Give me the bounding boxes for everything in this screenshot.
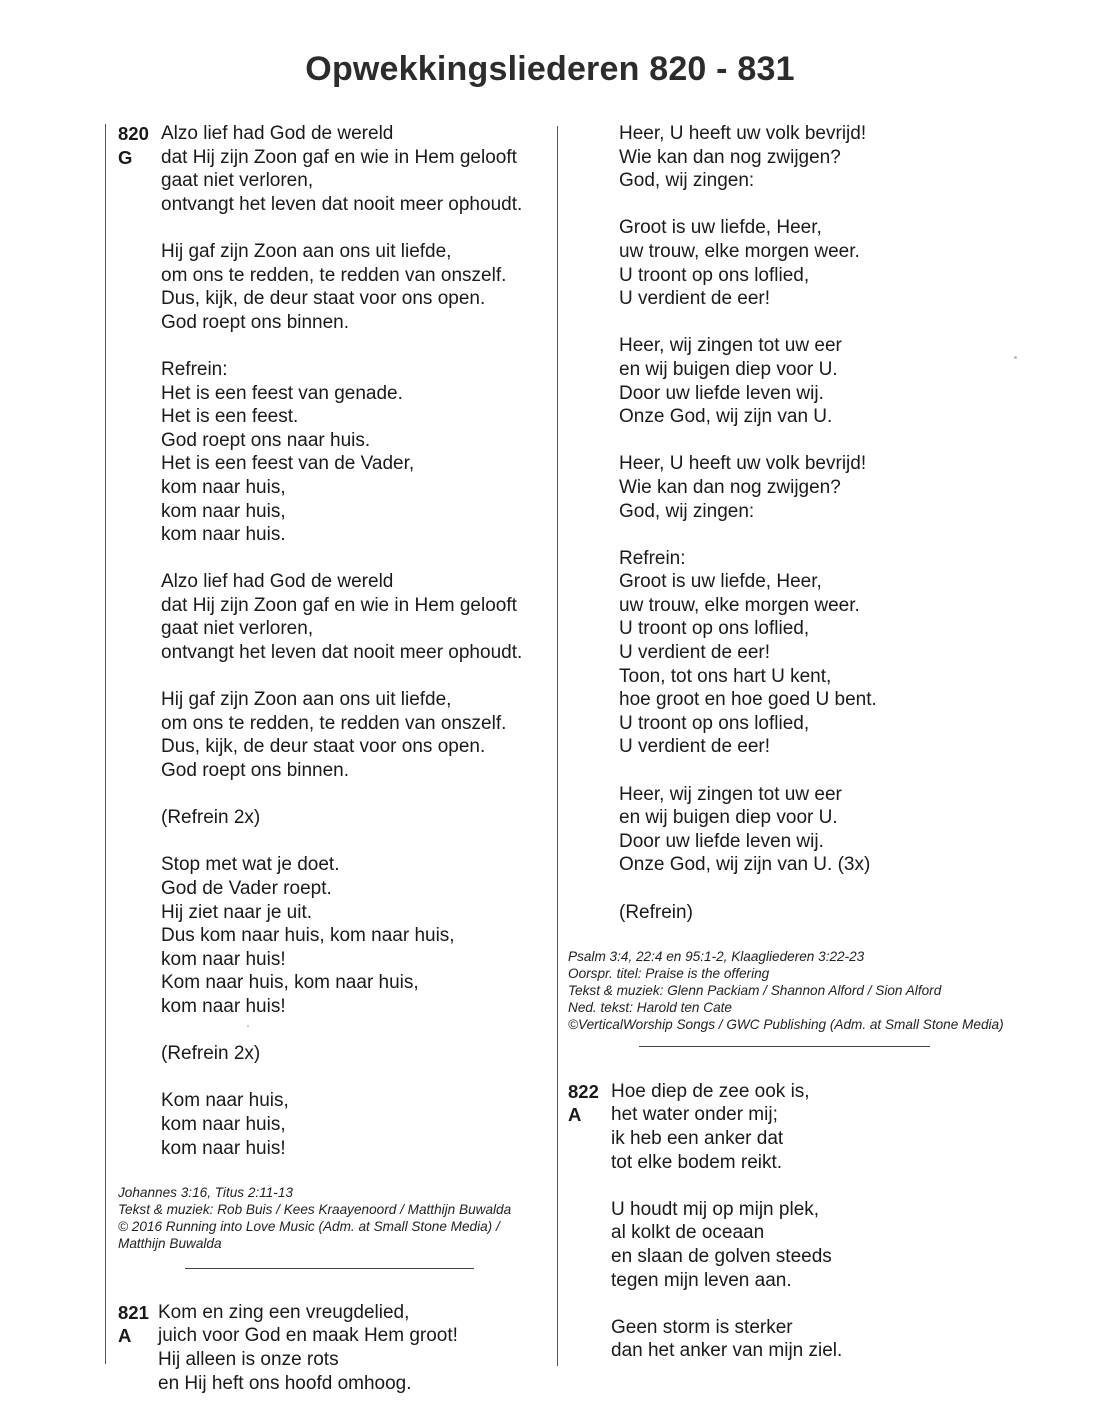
song-821-lyrics-start (158, 1301, 558, 1395)
stanza (619, 452, 1038, 523)
lyric-line: uw trouw, elke morgen weer. (619, 594, 860, 616)
stanza (161, 122, 558, 216)
stanza (161, 570, 558, 664)
lyric-line: Dus, kijk, de deur staat voor ons open. (161, 288, 486, 310)
lyric-line: U houdt mij op mijn plek, (611, 1198, 820, 1220)
lyric-line: tot elke bodem reikt. (611, 1151, 783, 1173)
lyric-line: Stop met wat je doet. (161, 854, 340, 876)
lyric-line: kom naar huis, (161, 1113, 286, 1135)
lyric-line: Alzo lief had God de wereld (161, 123, 394, 144)
lyric-line: (Refrein) (619, 901, 693, 923)
song-number: 821 (118, 1301, 149, 1323)
lyric-line: Het is een feest van de Vader, (161, 453, 415, 475)
lyric-line: ontvangt het leven dat nooit meer ophoudt. (161, 193, 523, 215)
lyric-line: ontvangt het leven dat nooit meer ophoudt. (161, 642, 523, 664)
lyric-line: Onze God, wij zijn van U. (3x) (619, 854, 871, 876)
song-821 (118, 1301, 558, 1395)
lyric-line: om ons te redden, te redden van onszelf. (161, 712, 507, 734)
lyric-line: Dus kom naar huis, kom naar huis, (161, 925, 455, 947)
lyric-line: Door uw liefde leven wij. (619, 382, 824, 404)
stanza (619, 122, 1038, 193)
column-rule-left (105, 124, 106, 1364)
lyric-line: Toon, tot ons hart U kent, (619, 665, 832, 687)
song-number: 822 (568, 1080, 599, 1102)
lyric-line: om ons te redden, te redden van onszelf. (161, 264, 507, 286)
song-key: G (118, 146, 133, 168)
song-821-credits: Psalm 3:4, 22:4 en 95:1-2, Klaagliederen 3:22-23 Oorspr. titel: Praise is the offering Tekst & muziek: Glenn Packiam / Shannon Alford / Sion Alford Ned. tekst: Harold ten Cate ©VerticalWorship Songs / GWC Publishing (Adm. at Small Stone Media) (568, 948, 1004, 1032)
lyric-line: Hij gaf zijn Zoon aan ons uit liefde, (161, 689, 452, 711)
page-title: Opwekkingsliederen 820 - 831 (305, 50, 795, 88)
song-822-header (568, 1080, 611, 1363)
song-key: A (118, 1325, 132, 1347)
lyric-line: Heer, wij zingen tot uw eer (619, 335, 842, 357)
lyric-line: het water onder mij; (611, 1104, 778, 1126)
lyric-line: God, wij zingen: (619, 170, 755, 192)
lyric-line: U verdient de eer! (619, 736, 771, 758)
lyric-line: Refrein: (161, 358, 228, 380)
song-key: A (568, 1104, 582, 1126)
lyric-line: Het is een feest. (161, 406, 299, 428)
lyric-line: kom naar huis! (161, 1137, 286, 1159)
lyric-line: God, wij zingen: (619, 500, 755, 522)
lyric-line: kom naar huis, (161, 476, 286, 498)
lyric-line: kom naar huis, (161, 500, 286, 522)
lyric-line: Kom naar huis, kom naar huis, (161, 972, 419, 994)
right-column (568, 122, 1038, 1363)
lyric-line: (Refrein 2x) (161, 807, 261, 829)
lyric-line: hoe groot en hoe goed U bent. (619, 689, 877, 711)
lyric-line: Dus, kijk, de deur staat voor ons open. (161, 736, 486, 758)
lyric-line: God de Vader roept. (161, 878, 332, 899)
stanza (158, 1301, 558, 1395)
lyric-line: al kolkt de oceaan (611, 1222, 765, 1244)
left-column (118, 122, 558, 1395)
stanza (611, 1080, 1038, 1174)
lyric-line: Door uw liefde leven wij. (619, 830, 824, 852)
song-820-credits: Johannes 3:16, Titus 2:11-13 Tekst & muziek: Rob Buis / Kees Kraayenoord / Matthijn Buwalda © 2016 Running into Love Music (Adm. at Small Stone Media) / Matthijn Buwalda (118, 1184, 512, 1251)
song-822 (568, 1080, 1038, 1363)
lyric-line: Hij ziet naar je uit. (161, 901, 313, 923)
lyric-line: Kom naar huis, (161, 1090, 289, 1112)
lyric-line: U verdient de eer! (619, 288, 771, 310)
stanza (619, 334, 1038, 428)
lyric-line: en Hij heft ons hoofd omhoog. (158, 1372, 412, 1394)
lyric-line: en slaan de golven steeds (611, 1245, 832, 1267)
lyric-line: ik heb een anker dat (611, 1127, 784, 1149)
stanza (161, 806, 558, 830)
lyric-line: kom naar huis. (161, 524, 286, 546)
stanza (161, 853, 558, 1018)
lyric-line: kom naar huis! (161, 948, 286, 970)
lyric-line: dat Hij zijn Zoon gaf en wie in Hem gelooft (161, 594, 517, 616)
song-821-header (118, 1301, 158, 1395)
stanza (161, 358, 558, 547)
lyric-line: kom naar huis! (161, 995, 286, 1017)
lyric-line: U troont op ons loflied, (619, 618, 810, 640)
lyric-line: U troont op ons loflied, (619, 712, 810, 734)
lyric-line: Groot is uw liefde, Heer, (619, 217, 822, 239)
lyric-line: God roept ons binnen. (161, 311, 350, 333)
lyric-line: Geen storm is sterker (611, 1316, 793, 1338)
lyric-line: gaat niet verloren, (161, 170, 314, 192)
lyric-line: Onze God, wij zijn van U. (619, 406, 833, 428)
lyric-line: Het is een feest van genade. (161, 382, 403, 404)
lyric-line: Groot is uw liefde, Heer, (619, 571, 822, 593)
stanza (619, 547, 1038, 759)
lyric-line: Refrein: (619, 547, 686, 569)
lyric-line: U verdient de eer! (619, 642, 771, 664)
lyric-line: Hoe diep de zee ook is, (611, 1080, 810, 1102)
song-820 (118, 122, 558, 1184)
stanza (161, 240, 558, 334)
song-number: 820 (118, 123, 149, 144)
lyric-line: dat Hij zijn Zoon gaf en wie in Hem gelooft (161, 146, 517, 168)
lyric-line: Kom en zing een vreugdelied, (158, 1301, 410, 1323)
stanza (161, 1042, 558, 1066)
lyric-line: Hij gaf zijn Zoon aan ons uit liefde, (161, 240, 452, 262)
stanza (611, 1198, 1038, 1292)
lyric-line: Hij alleen is onze rots (158, 1348, 339, 1370)
lyric-line: Alzo lief had God de wereld (161, 571, 394, 593)
lyric-line: dan het anker van mijn ziel. (611, 1340, 843, 1362)
song-822-lyrics (611, 1080, 1038, 1363)
stanza (619, 901, 1038, 925)
lyric-line: tegen mijn leven aan. (611, 1269, 792, 1291)
lyric-line: Heer, U heeft uw volk bevrijd! (619, 123, 867, 144)
stanza (161, 688, 558, 782)
lyric-line: God roept ons naar huis. (161, 429, 371, 451)
lyric-line: God roept ons binnen. (161, 760, 350, 782)
lyric-line: uw trouw, elke morgen weer. (619, 240, 860, 262)
song-820-lyrics (161, 122, 558, 1184)
song-divider (185, 1268, 474, 1269)
lyric-line: Wie kan dan nog zwijgen? (619, 476, 841, 498)
lyric-line: (Refrein 2x) (161, 1043, 261, 1065)
lyric-line: Heer, wij zingen tot uw eer (619, 783, 842, 805)
stanza (619, 783, 1038, 877)
lyric-line: U troont op ons loflied, (619, 264, 810, 286)
song-820-header (118, 122, 161, 1184)
song-821-lyrics-continued (619, 122, 1038, 924)
stanza (611, 1316, 1038, 1363)
lyric-line: Heer, U heeft uw volk bevrijd! (619, 453, 867, 475)
lyric-line: en wij buigen diep voor U. (619, 807, 838, 829)
song-divider (639, 1046, 930, 1047)
lyric-line: Wie kan dan nog zwijgen? (619, 146, 841, 168)
lyric-line: en wij buigen diep voor U. (619, 358, 838, 380)
stanza (161, 1089, 558, 1160)
lyric-line: juich voor God en maak Hem groot! (158, 1325, 458, 1347)
lyric-line: gaat niet verloren, (161, 618, 314, 640)
stanza (619, 216, 1038, 310)
